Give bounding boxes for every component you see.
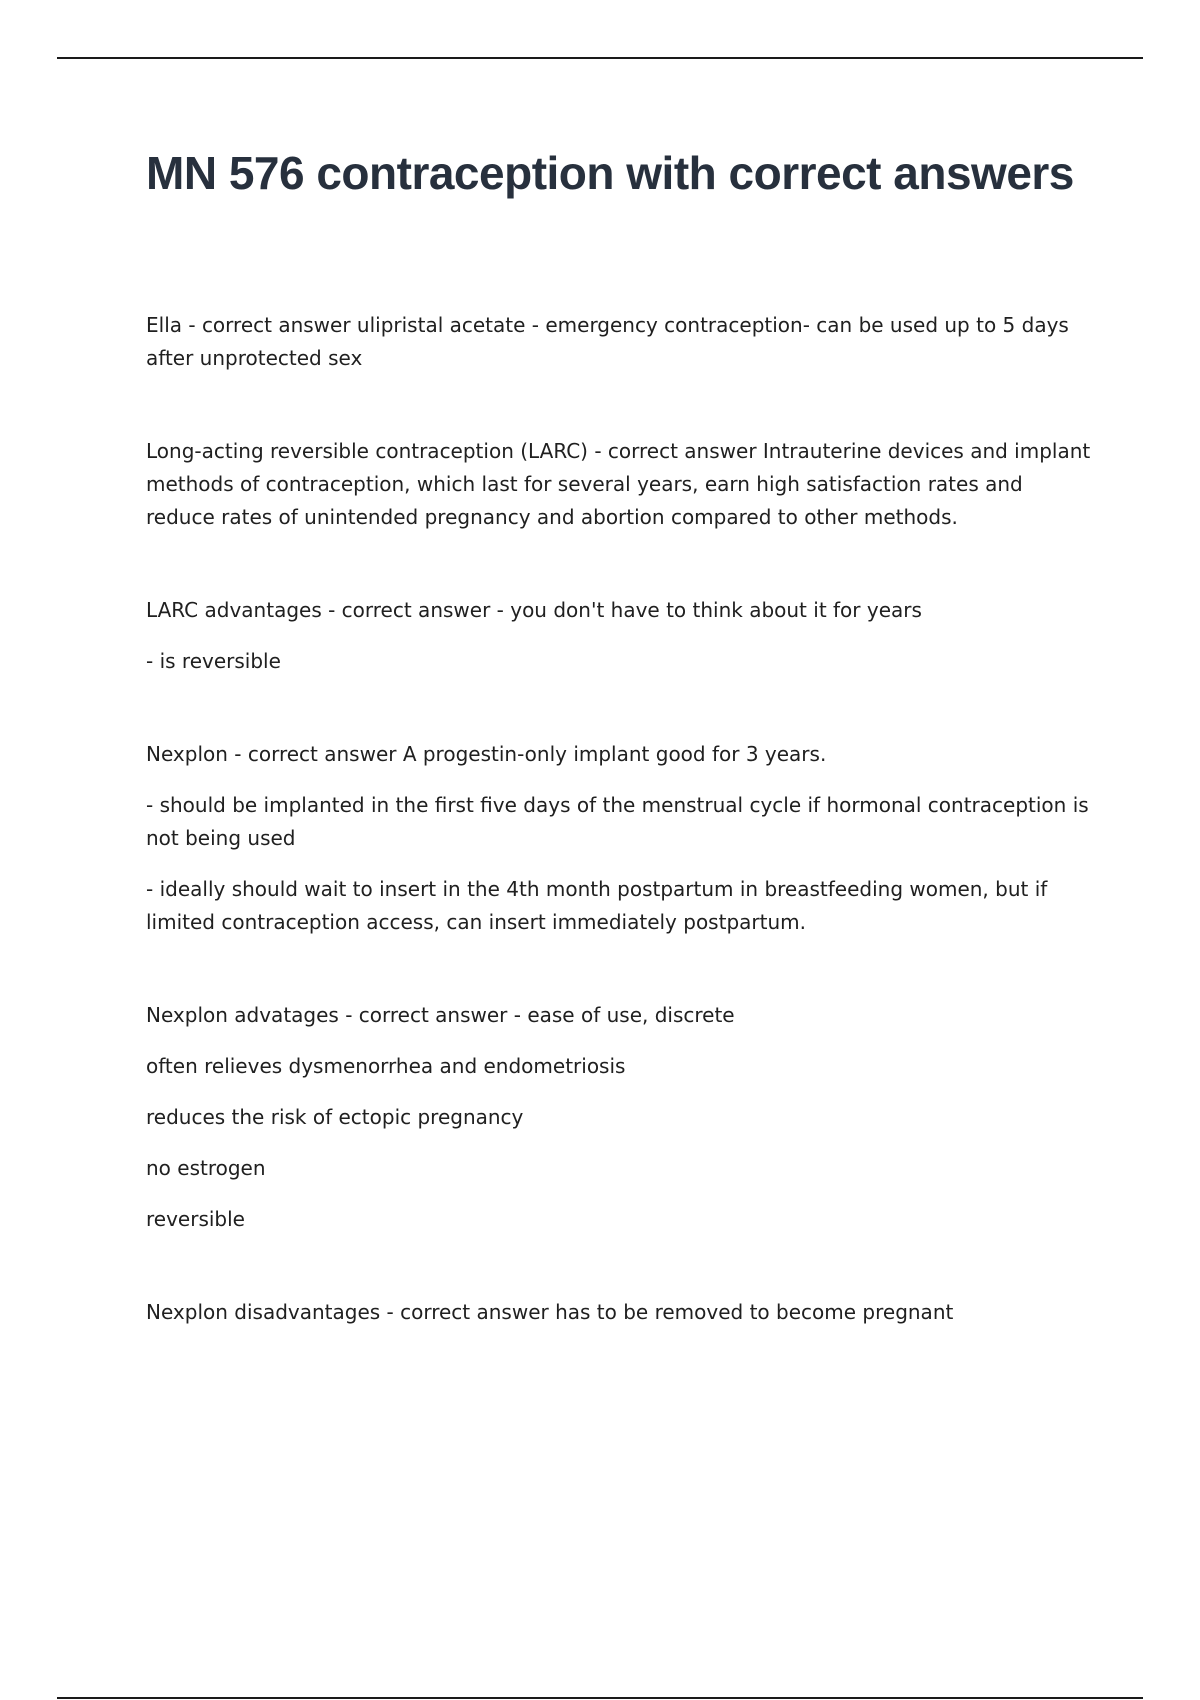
qa-entry-larc-advantages (146, 594, 1096, 678)
entry-line: reversible (146, 1207, 245, 1231)
entry-line: no estrogen (146, 1156, 266, 1180)
entry-line: Nexplon advatages - correct answer - ease of use, discrete (146, 1003, 735, 1027)
qa-entry-ella (146, 309, 1096, 375)
entry-line: - is reversible (146, 649, 281, 673)
qa-entry-larc (146, 435, 1096, 534)
entry-line: reduces the risk of ectopic pregnancy (146, 1105, 524, 1129)
qa-entry-nexplon-advantages (146, 999, 1096, 1236)
entry-line: Nexplon disadvantages - correct answer has to be removed to become pregnant (146, 1300, 954, 1324)
entry-line: often relieves dysmenorrhea and endometriosis (146, 1054, 626, 1078)
footer-rule (57, 1697, 1143, 1699)
document-body (146, 140, 1096, 1389)
entry-line: Ella - correct answer ulipristal acetate - emergency contraception- can be used up to 5 days after unprotected sex (146, 313, 1069, 370)
qa-entry-nexplon (146, 738, 1096, 939)
entry-line: Long-acting reversible contraception (LARC) - correct answer Intrauterine devices and implant methods of contraception, which last for several years, earn high satisfaction rates and reduce rates of unintended pregnancy and abortion compared to other methods. (146, 439, 1091, 529)
document-title: MN 576 contraception with correct answers (146, 147, 1074, 199)
header-rule (57, 57, 1143, 59)
entry-line: - should be implanted in the first five days of the menstrual cycle if hormonal contraception is not being used (146, 793, 1089, 850)
entry-line: Nexplon - correct answer A progestin-only implant good for 3 years. (146, 742, 827, 766)
entry-line: - ideally should wait to insert in the 4th month postpartum in breastfeeding women, but if limited contraception access, can insert immediately postpartum. (146, 877, 1048, 934)
qa-entry-nexplon-disadvantages (146, 1296, 1096, 1329)
entry-line: LARC advantages - correct answer - you don't have to think about it for years (146, 598, 922, 622)
qa-list (146, 309, 1096, 1329)
